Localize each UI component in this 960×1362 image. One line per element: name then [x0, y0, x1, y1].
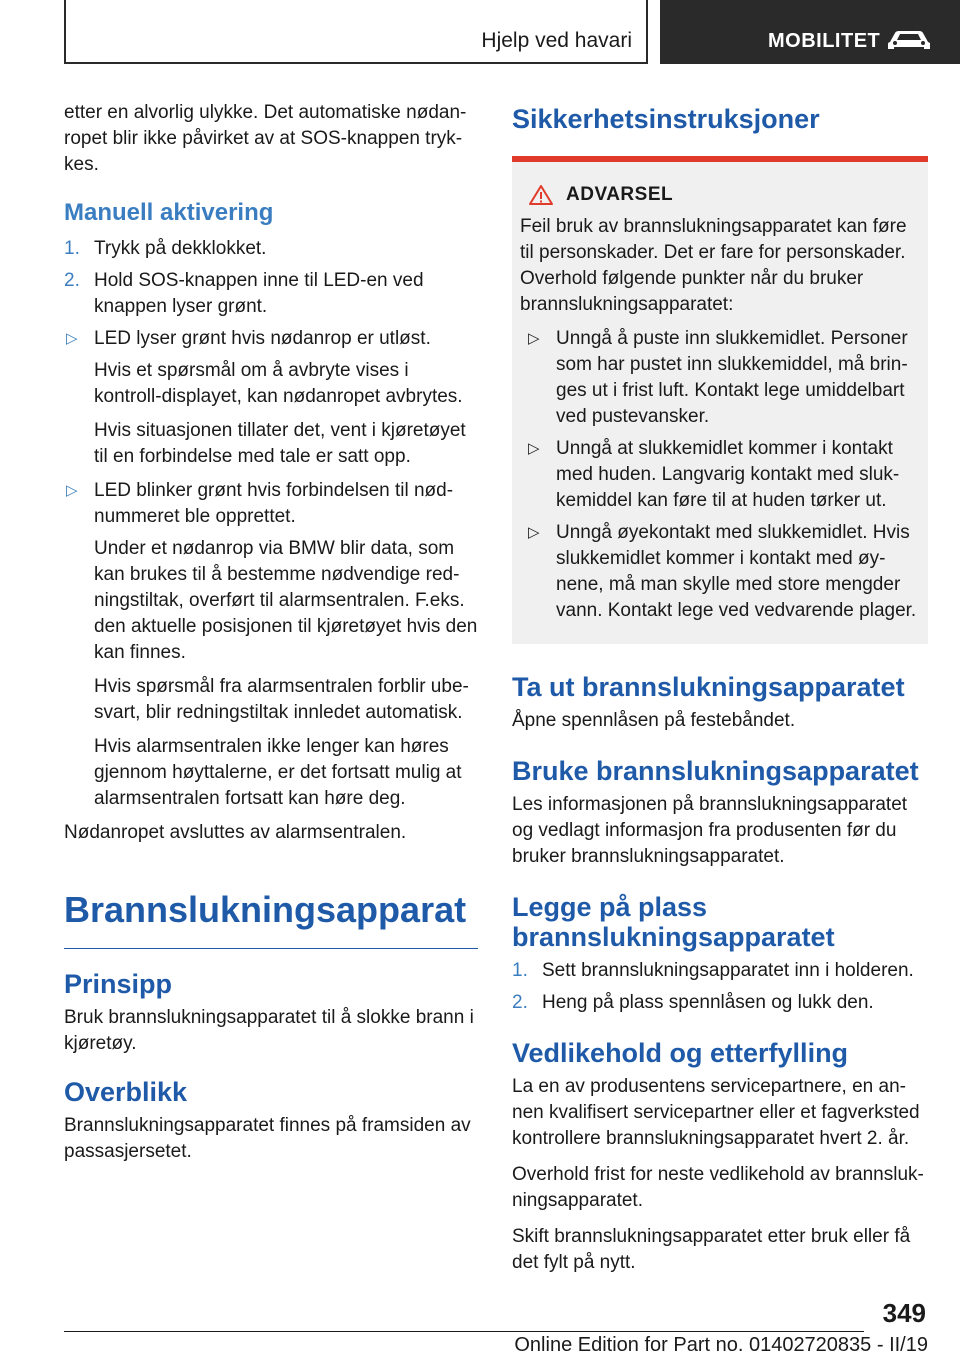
intro-paragraph: etter en alvorlig ulykke. Det automatiske nødan-ropet blir ikke påvirket av at SOS-knappen tryk-kes.: [64, 102, 467, 175]
step-text: Sett brannslukningsapparatet inn i holderen.: [542, 960, 914, 981]
list-item: [526, 436, 920, 514]
bullet-paragraph: Hvis spørsmål fra alarmsentralen forblir ube-svart, blir redningstiltak innledet automatisk.: [94, 676, 469, 723]
result-list: [64, 326, 478, 352]
overview-paragraph: Brannslukningsapparatet finnes på framsiden av passasjersetet.: [64, 1115, 471, 1162]
warning-box: [512, 156, 928, 644]
triangle-bullet-icon: ▷: [66, 330, 78, 347]
right-column: [512, 100, 928, 1286]
safety-heading: Sikkerhetsinstruksjoner: [512, 104, 820, 134]
warning-title: ADVARSEL: [566, 184, 674, 205]
list-item: [64, 478, 478, 530]
header-chapter-label: MOBILITET: [768, 30, 881, 52]
step-number: 1.: [64, 238, 80, 259]
result-list: [64, 478, 478, 530]
principle-paragraph: Bruk brannslukningsapparatet til å slokke brann i kjøretøy.: [64, 1007, 474, 1054]
page-number: 349: [882, 1298, 926, 1328]
maintenance-paragraph: Skift brannslukningsapparatet etter bruk eller få det fylt på nytt.: [512, 1226, 911, 1273]
footer-edition-text: Online Edition for Part no. 01402720835 - II/19: [514, 1334, 928, 1356]
list-item: [64, 236, 478, 262]
step-number: 1.: [512, 960, 528, 981]
bullet-paragraph: Hvis et spørsmål om å avbryte vises i kontroll-displayet, kan nødanropet avbrytes.: [94, 360, 463, 407]
end-paragraph: Nødanropet avsluttes av alarmsentralen.: [64, 822, 407, 843]
list-item: [64, 268, 478, 320]
maintenance-heading: Vedlikehold og etterfylling: [512, 1038, 849, 1068]
list-item: [512, 958, 928, 984]
triangle-bullet-icon: ▷: [528, 524, 540, 541]
bullet-text: LED blinker grønt hvis forbindelsen til nød-nummeret ble opprettet.: [94, 480, 454, 527]
triangle-bullet-icon: ▷: [528, 330, 540, 347]
triangle-bullet-icon: ▷: [66, 482, 78, 499]
maintenance-paragraph: Overhold frist for neste vedlikehold av brannsluk-ningsapparatet.: [512, 1164, 924, 1211]
list-item: [526, 520, 920, 624]
remove-heading: Ta ut brannslukningsapparatet: [512, 672, 905, 702]
bullet-text: LED lyser grønt hvis nødanrop er utløst.: [94, 328, 431, 349]
use-heading: Bruke brannslukningsapparatet: [512, 756, 919, 786]
bullet-paragraph: Under et nødanrop via BMW blir data, som kan brukes til å bestemme nødvendige red-ningstiltak, overført til alarmsentralen. F.eks. den aktuelle posisjonen til kjøretøyet hvis den kan finnes.: [94, 538, 478, 663]
left-column: [64, 100, 478, 1175]
bullet-paragraph: Hvis alarmsentralen ikke lenger kan høres gjennom høyttalerne, er det fortsatt mulig at alarmsentralen fortsatt kan høre deg.: [94, 736, 462, 809]
header-section-box: [64, 0, 648, 64]
warning-triangle-icon: [528, 184, 554, 206]
list-item: [64, 326, 478, 352]
warning-item-text: Unngå øyekontakt med slukkemidlet. Hvis slukkemidlet kommer i kontakt med øy-nene, må man skylle med store mengder vann. Kontakt lege ved vedvarende plager.: [556, 522, 917, 621]
chapter-heading: Brannslukningsapparat: [64, 888, 478, 949]
step-text: Heng på plass spennlåsen og lukk den.: [542, 992, 874, 1013]
place-steps-list: [512, 958, 928, 1016]
maintenance-paragraph: La en av produsentens servicepartnere, en an-nen kvalifisert servicepartner eller et fagverksted kontrollere brannslukningsapparatet hvert 2. år.: [512, 1076, 920, 1149]
list-item: [512, 990, 928, 1016]
list-item: [526, 326, 920, 430]
header-section-title: Hjelp ved havari: [481, 29, 632, 52]
bullet-paragraph: Hvis situasjonen tillater det, vent i kjøretøyet til en forbindelse med tale er satt opp.: [94, 420, 466, 467]
triangle-bullet-icon: ▷: [528, 440, 540, 457]
header-chapter-tab[interactable]: [660, 0, 960, 64]
manual-steps-list: [64, 236, 478, 320]
footer-divider: [64, 1331, 864, 1332]
step-number: 2.: [512, 992, 528, 1013]
warning-item-text: Unngå å puste inn slukkemidlet. Personer som har pustet inn slukkemiddel, må brin-ges ut i frist luft. Kontakt lege umiddelbart ved pustevansker.: [556, 328, 908, 427]
warning-item-text: Unngå at slukkemidlet kommer i kontakt med huden. Langvarig kontakt med sluk-kemiddel kan føre til at huden tørker ut.: [556, 438, 900, 511]
warning-header: [528, 182, 920, 208]
manual-activation-heading: Manuell aktivering: [64, 199, 274, 226]
car-icon: [886, 28, 932, 52]
use-paragraph: Les informasjonen på brannslukningsapparatet og vedlagt informasjon fra produsenten før du bruker brannslukningsapparatet.: [512, 794, 908, 867]
remove-paragraph: Åpne spennlåsen på festebåndet.: [512, 710, 796, 731]
step-text: Hold SOS-knappen inne til LED-en ved knappen lyser grønt.: [94, 270, 424, 317]
principle-heading: Prinsipp: [64, 969, 173, 999]
overview-heading: Overblikk: [64, 1077, 188, 1107]
warning-list: [526, 326, 920, 624]
warning-text: Feil bruk av brannslukningsapparatet kan føre til personskader. Det er fare for personskader. Overhold følgende punkter når du bruker brannslukningsapparatet:: [520, 216, 907, 315]
step-text: Trykk på dekklokket.: [94, 238, 267, 259]
place-heading: Legge på plass brannslukningsapparatet: [512, 892, 835, 952]
step-number: 2.: [64, 270, 80, 291]
